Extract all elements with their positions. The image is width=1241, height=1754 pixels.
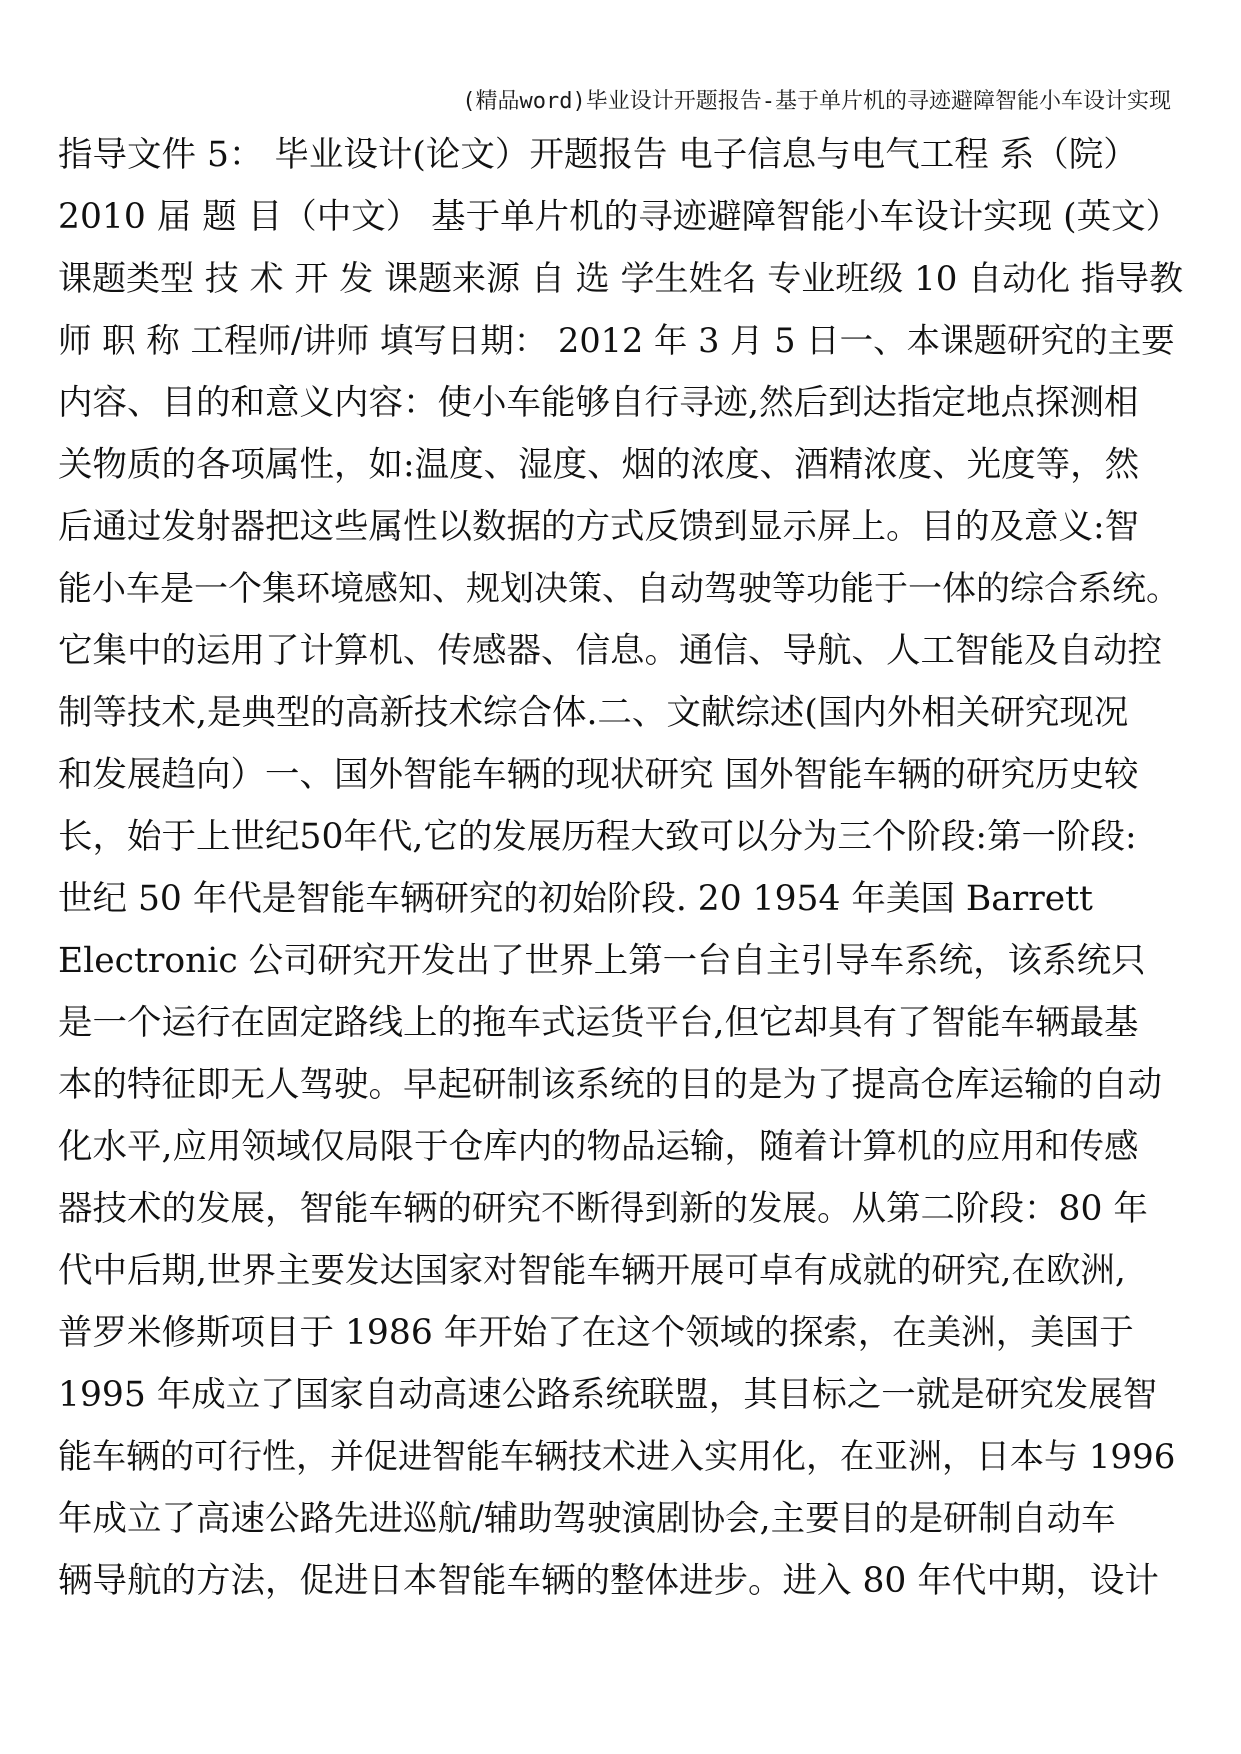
text-line: 化水平,应用领域仅局限于仓库内的物品运输，随着计算机的应用和传感 xyxy=(58,1127,1139,1167)
body-text xyxy=(58,124,1188,1612)
text-line: 指导文件 5： 毕业设计(论文）开题报告 电子信息与电气工程 系（院） xyxy=(58,135,1138,175)
text-line: 普罗米修斯项目于 1986 年开始了在这个领域的探索，在美洲，美国于 xyxy=(58,1313,1134,1353)
text-line: 能车辆的可行性，并促进智能车辆技术进入实用化，在亚洲，日本与 1996 xyxy=(58,1437,1176,1477)
text-line: 2010 届 题 目（中文） 基于单片机的寻迹避障智能小车设计实现 (英文） xyxy=(58,197,1181,237)
text-line: 本的特征即无人驾驶。早起研制该系统的目的是为了提高仓库运输的自动 xyxy=(58,1065,1162,1105)
text-line: 内容、目的和意义内容：使小车能够自行寻迹,然后到达指定地点探测相 xyxy=(58,383,1139,423)
text-line: 世纪 50 年代是智能车辆研究的初始阶段. 20 1954 年美国 Barrett xyxy=(58,879,1093,919)
running-header: (精品word)毕业设计开题报告-基于单片机的寻迹避障智能小车设计实现 xyxy=(462,89,1171,114)
text-line: 是一个运行在固定路线上的拖车式运货平台,但它却具有了智能车辆最基 xyxy=(58,1003,1139,1043)
text-line: 能小车是一个集环境感知、规划决策、自动驾驶等功能于一体的综合系统。 xyxy=(58,569,1180,609)
text-line: 代中后期,世界主要发达国家对智能车辆开展可卓有成就的研究,在欧洲, xyxy=(58,1251,1126,1291)
text-line: 辆导航的方法，促进日本智能车辆的整体进步。进入 80 年代中期，设计 xyxy=(58,1561,1159,1601)
text-line: 器技术的发展，智能车辆的研究不断得到新的发展。从第二阶段：80 年 xyxy=(58,1189,1148,1229)
text-line: 课题类型 技 术 开 发 课题来源 自 选 学生姓名 专业班级 10 自动化 指导教 xyxy=(58,259,1183,299)
text-line: Electronic 公司研究开发出了世界上第一台自主引导车系统，该系统只 xyxy=(58,941,1146,981)
text-line: 长，始于上世纪50年代,它的发展历程大致可以分为三个阶段:第一阶段: xyxy=(58,817,1137,857)
text-line: 师 职 称 工程师/讲师 填写日期： 2012 年 3 月 5 日一、本课题研究的主要 xyxy=(58,321,1175,360)
text-line: 后通过发射器把这些属性以数据的方式反馈到显示屏上。目的及意义:智 xyxy=(58,507,1140,547)
text-line: 制等技术,是典型的高新技术综合体.二、文献综述(国内外相关研究现况 xyxy=(58,693,1129,733)
text-line: 和发展趋向）一、国外智能车辆的现状研究 国外智能车辆的研究历史较 xyxy=(58,755,1139,795)
text-line: 它集中的运用了计算机、传感器、信息。通信、导航、人工智能及自动控 xyxy=(58,631,1162,671)
text-line: 年成立了高速公路先进巡航/辅助驾驶演剧协会,主要目的是研制自动车 xyxy=(58,1499,1116,1539)
text-line: 关物质的各项属性，如:温度、湿度、烟的浓度、酒精浓度、光度等，然 xyxy=(58,445,1140,485)
text-line: 1995 年成立了国家自动高速公路系统联盟，其目标之一就是研究发展智 xyxy=(58,1375,1158,1415)
